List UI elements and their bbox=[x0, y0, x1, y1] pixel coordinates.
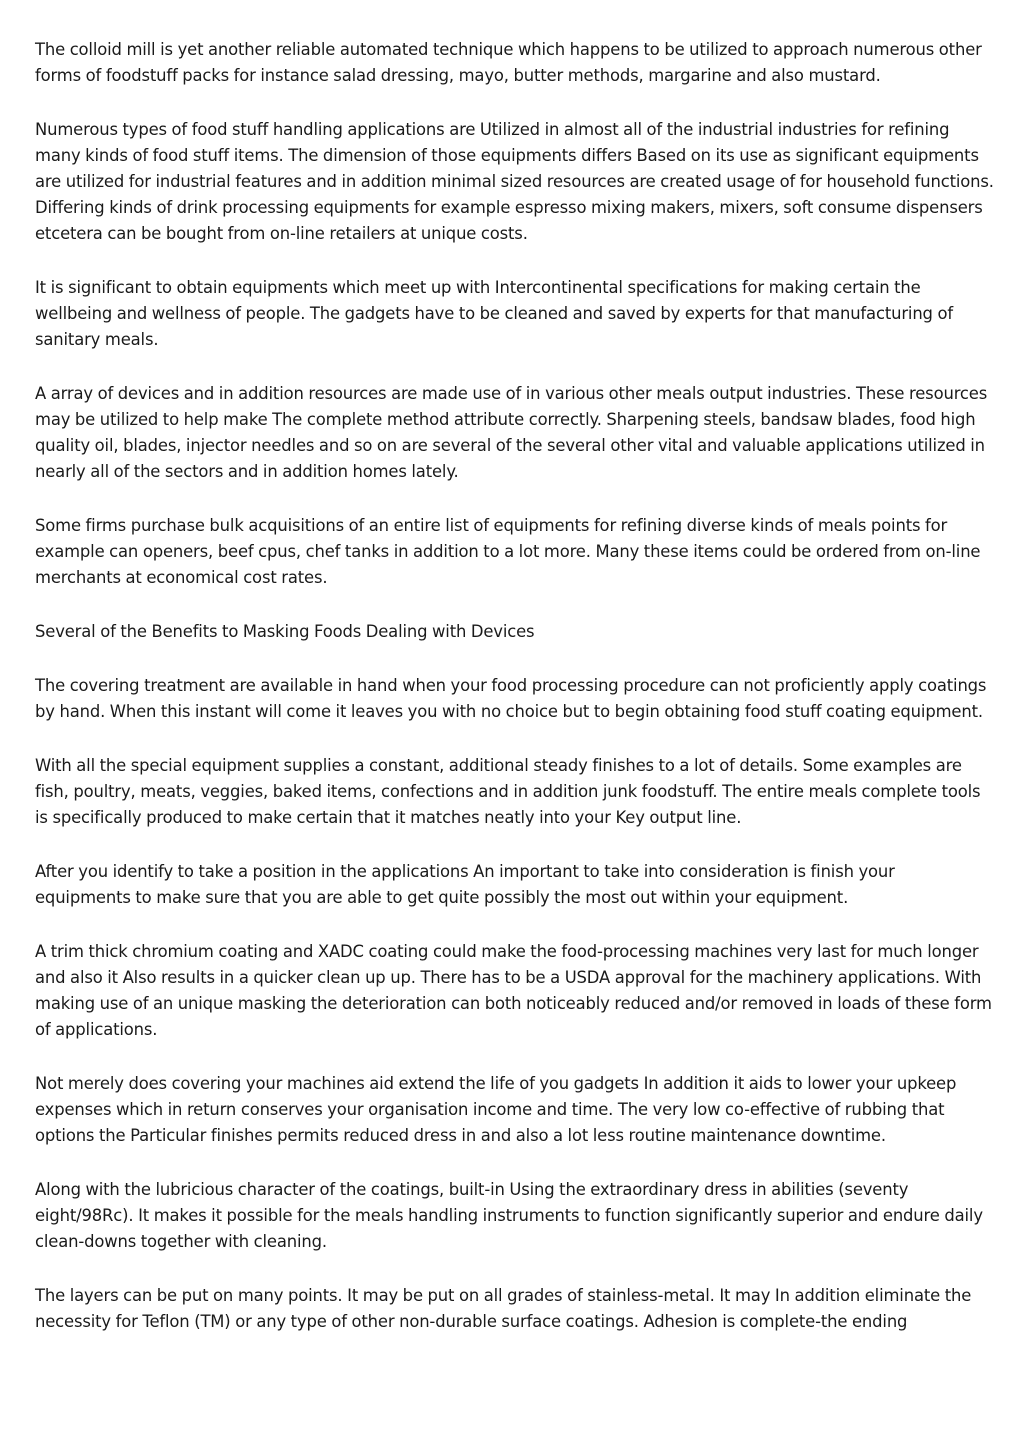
paragraph-colloid-mill: The colloid mill is yet another reliable automated technique which happens to be utilized to approach numerous other forms of foodstuff packs for instance salad dressing, mayo, butter methods, margarine and also mustard. bbox=[35, 40, 982, 85]
paragraph-special-equipment: With all the special equipment supplies a constant, additional steady finishes to a lot of details. Some examples are fish, poultry, meats, veggies, baked items, confections and in addition junk foodstuff. The entire meals complete tools is specifically produced to make certain that it matches neatly into your Key output line. bbox=[35, 756, 981, 827]
paragraph-food-handling-applications: Numerous types of food stuff handling applications are Utilized in almost all of the industrial industries for refining many kinds of food stuff items. The dimension of those equipments differs Based on its use as significant equipments are utilized for industrial features and in addition minimal sized resources are created usage of for household functions. Differing kinds of drink processing equipments for example espresso mixing makers, mixers, soft consume dispensers etcetera can be bought from on-line retailers at unique costs. bbox=[35, 120, 994, 243]
document-body bbox=[35, 37, 995, 1363]
section-heading-benefits: Several of the Benefits to Masking Foods Dealing with Devices bbox=[35, 622, 535, 641]
paragraph-chromium-coating: A trim thick chromium coating and XADC coating could make the food-processing machines very last for much longer and also it Also results in a quicker clean up up. There has to be a USDA approval for the machinery applications. With making use of an unique masking the deterioration can both noticeably reduced and/or removed in loads of these form of applications. bbox=[35, 942, 992, 1039]
paragraph-invest-applications: After you identify to take a position in the applications An important to take into consideration is finish your equipments to make sure that you are able to get quite possibly the most out within your equipment. bbox=[35, 862, 895, 907]
paragraph-covering-treatment: The covering treatment are available in hand when your food processing procedure can not proficiently apply coatings by hand. When this instant will come it leaves you with no choice but to begin obtaining food stuff coating equipment. bbox=[35, 676, 987, 721]
paragraph-devices-and-resources: A array of devices and in addition resources are made use of in various other meals output industries. These resources may be utilized to help make The complete method attribute correctly. Sharpening steels, bandsaw blades, food high quality oil, blades, injector needles and so on are several of the several other vital and valuable applications utilized in nearly all of the sectors and in addition homes lately. bbox=[35, 384, 988, 481]
paragraph-bulk-acquisitions: Some firms purchase bulk acquisitions of an entire list of equipments for refining diverse kinds of meals points for example can openers, beef cpus, chef tanks in addition to a lot more. Many these items could be ordered from on-line merchants at economical cost rates. bbox=[35, 516, 981, 587]
paragraph-layers-stainless: The layers can be put on many points. It may be put on all grades of stainless-metal. It may In addition eliminate the necessity for Teflon (TM) or any type of other non-durable surface coatings. Adhesion is complete-the ending bbox=[35, 1286, 972, 1331]
paragraph-international-specifications: It is significant to obtain equipments which meet up with Intercontinental specifications for making certain the wellbeing and wellness of people. The gadgets have to be cleaned and saved by experts for that manufacturing of sanitary meals. bbox=[35, 278, 953, 349]
paragraph-upkeep-expenses: Not merely does covering your machines aid extend the life of you gadgets In addition it aids to lower your upkeep expenses which in return conserves your organisation income and time. The very low co-effective of rubbing that options the Particular finishes permits reduced dress in and also a lot less routine maintenance downtime. bbox=[35, 1074, 957, 1145]
paragraph-lubricious-coatings: Along with the lubricious character of the coatings, built-in Using the extraordinary dress in abilities (seventy eight/98Rc). It makes it possible for the meals handling instruments to function significantly superior and endure daily clean-downs together with cleaning. bbox=[35, 1180, 983, 1251]
